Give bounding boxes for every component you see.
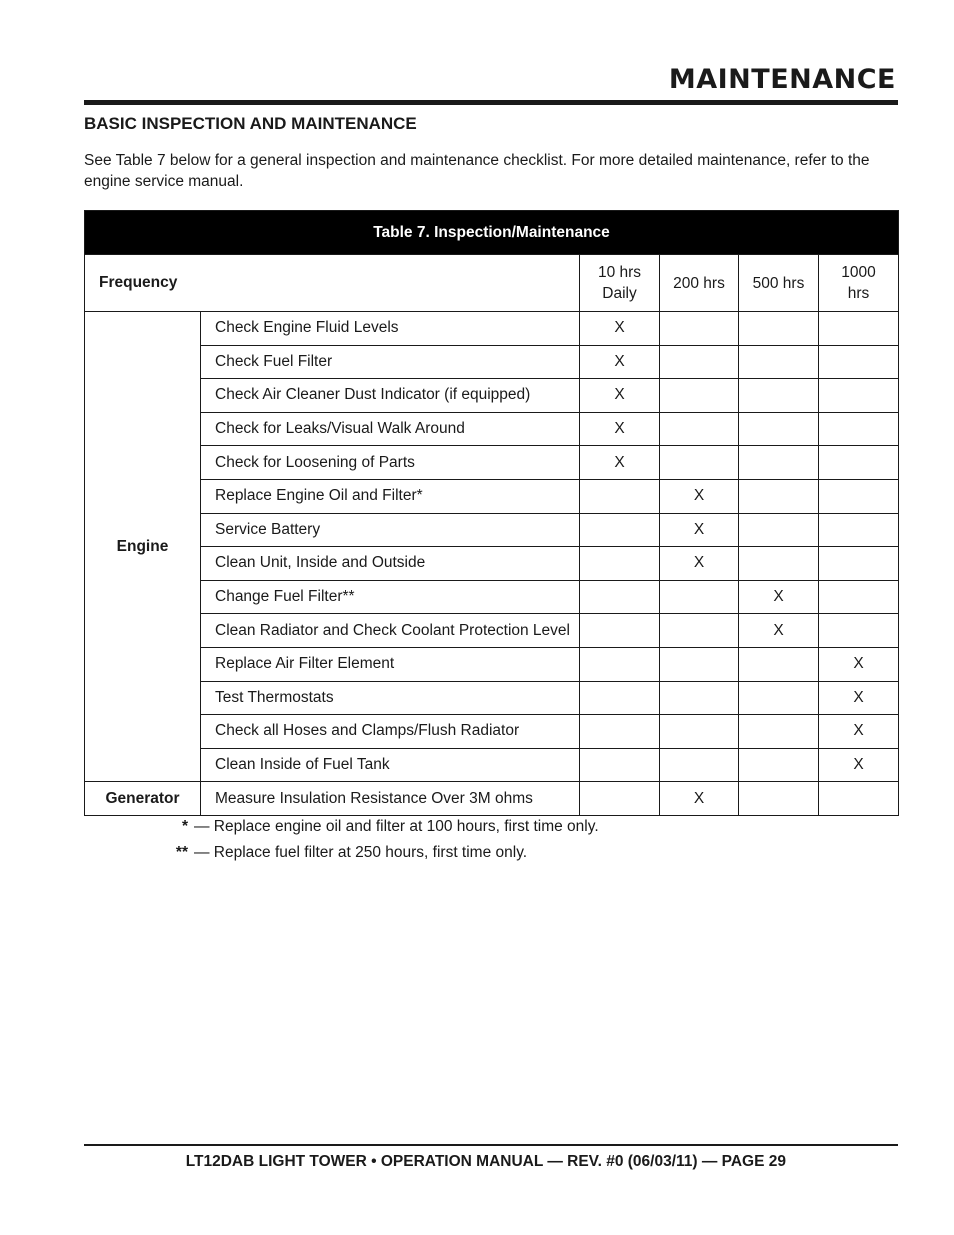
frequency-label: Frequency — [85, 255, 580, 312]
interval-mark — [819, 782, 899, 816]
interval-mark — [819, 379, 899, 413]
table-row — [85, 547, 899, 581]
interval-mark — [739, 412, 819, 446]
interval-mark — [819, 412, 899, 446]
task-cell: Replace Air Filter Element — [201, 647, 580, 681]
interval-mark: X — [660, 782, 739, 816]
column-header: 200 hrs — [660, 255, 739, 312]
table-row — [85, 345, 899, 379]
interval-mark — [739, 748, 819, 782]
interval-mark — [660, 345, 739, 379]
task-cell: Clean Radiator and Check Coolant Protection Level — [201, 614, 580, 648]
interval-mark — [739, 513, 819, 547]
interval-mark: X — [660, 479, 739, 513]
task-cell: Check all Hoses and Clamps/Flush Radiator — [201, 715, 580, 749]
table-row — [85, 614, 899, 648]
interval-mark — [739, 647, 819, 681]
table-row — [85, 412, 899, 446]
interval-mark: X — [580, 345, 660, 379]
table-row — [85, 446, 899, 480]
footnote-text: — Replace fuel filter at 250 hours, first time only. — [194, 844, 528, 861]
interval-mark — [739, 479, 819, 513]
interval-mark — [660, 580, 739, 614]
footnote-symbol: ** — [175, 844, 188, 861]
interval-mark — [580, 715, 660, 749]
interval-mark: X — [819, 715, 899, 749]
interval-mark — [660, 715, 739, 749]
interval-mark — [819, 547, 899, 581]
column-header: 1000 hrs — [819, 255, 899, 312]
table-row — [85, 513, 899, 547]
interval-mark — [739, 446, 819, 480]
interval-mark — [739, 547, 819, 581]
interval-mark — [660, 647, 739, 681]
interval-mark — [580, 580, 660, 614]
task-cell: Change Fuel Filter** — [201, 580, 580, 614]
interval-mark — [580, 513, 660, 547]
column-header: 10 hrs Daily — [580, 255, 660, 312]
section-heading: BASIC INSPECTION AND MAINTENANCE — [84, 114, 417, 133]
table-title: Table 7. Inspection/Maintenance — [85, 211, 899, 255]
intro-paragraph: See Table 7 below for a general inspection and maintenance checklist. For more detailed maintenance, refer to the engine service manual. — [84, 152, 870, 190]
maintenance-table — [84, 210, 899, 816]
table-row — [85, 479, 899, 513]
interval-mark — [660, 446, 739, 480]
table-row — [85, 647, 899, 681]
interval-mark — [660, 614, 739, 648]
interval-mark — [819, 345, 899, 379]
interval-mark: X — [660, 547, 739, 581]
interval-mark — [739, 379, 819, 413]
interval-mark: X — [819, 748, 899, 782]
interval-mark — [580, 547, 660, 581]
task-cell: Service Battery — [201, 513, 580, 547]
interval-mark — [819, 479, 899, 513]
interval-mark — [739, 312, 819, 346]
interval-mark: X — [580, 312, 660, 346]
interval-mark — [739, 681, 819, 715]
footer-divider — [84, 1144, 898, 1146]
interval-mark — [660, 412, 739, 446]
task-cell: Check Engine Fluid Levels — [201, 312, 580, 346]
interval-mark: X — [819, 681, 899, 715]
interval-mark — [660, 681, 739, 715]
task-cell: Clean Unit, Inside and Outside — [201, 547, 580, 581]
interval-mark: X — [660, 513, 739, 547]
interval-mark — [580, 614, 660, 648]
interval-mark — [660, 748, 739, 782]
interval-mark — [580, 479, 660, 513]
task-cell: Check Air Cleaner Dust Indicator (if equipped) — [201, 379, 580, 413]
interval-mark: X — [819, 647, 899, 681]
column-header: 500 hrs — [739, 255, 819, 312]
interval-mark — [660, 379, 739, 413]
task-cell: Measure Insulation Resistance Over 3M ohms — [201, 782, 580, 816]
interval-mark: X — [580, 412, 660, 446]
interval-mark — [580, 748, 660, 782]
interval-mark: X — [580, 379, 660, 413]
group-label: Engine — [85, 312, 201, 782]
page-footer: LT12DAB LIGHT TOWER • OPERATION MANUAL — REV. #0 (06/03/11) — PAGE 29 — [185, 1153, 786, 1170]
task-cell: Check for Loosening of Parts — [201, 446, 580, 480]
task-cell: Replace Engine Oil and Filter* — [201, 479, 580, 513]
table-row — [85, 681, 899, 715]
table-row — [85, 312, 899, 346]
task-cell: Test Thermostats — [201, 681, 580, 715]
interval-mark — [819, 513, 899, 547]
interval-mark: X — [739, 614, 819, 648]
interval-mark — [739, 715, 819, 749]
interval-mark — [819, 446, 899, 480]
header-divider — [84, 100, 898, 105]
group-label: Generator — [85, 782, 201, 816]
interval-mark — [819, 580, 899, 614]
interval-mark — [580, 681, 660, 715]
interval-mark — [819, 312, 899, 346]
table-row — [85, 782, 899, 816]
table-row — [85, 715, 899, 749]
footnote-text: — Replace engine oil and filter at 100 hours, first time only. — [194, 818, 599, 835]
interval-mark — [739, 345, 819, 379]
interval-mark — [580, 782, 660, 816]
table-row — [85, 580, 899, 614]
interval-mark: X — [739, 580, 819, 614]
task-cell: Check Fuel Filter — [201, 345, 580, 379]
interval-mark — [819, 614, 899, 648]
interval-mark: X — [580, 446, 660, 480]
interval-mark — [739, 782, 819, 816]
footnote-symbol: * — [181, 818, 188, 835]
table-row — [85, 748, 899, 782]
task-cell: Check for Leaks/Visual Walk Around — [201, 412, 580, 446]
table-row — [85, 379, 899, 413]
interval-mark — [580, 647, 660, 681]
interval-mark — [660, 312, 739, 346]
task-cell: Clean Inside of Fuel Tank — [201, 748, 580, 782]
page-title: MAINTENANCE — [668, 64, 896, 95]
